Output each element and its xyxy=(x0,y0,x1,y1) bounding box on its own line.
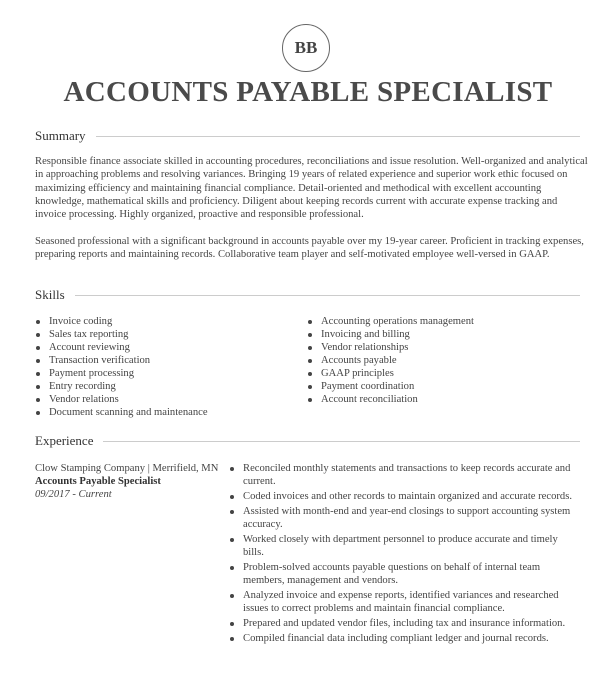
job-role: Accounts Payable Specialist xyxy=(35,476,161,487)
list-item: Coded invoices and other records to maintain organized and accurate records. xyxy=(229,490,579,503)
divider xyxy=(75,295,580,296)
divider xyxy=(103,441,580,442)
initials-monogram xyxy=(282,24,330,72)
list-item: Assisted with month-end and year-end closings to support accounting system accuracy. xyxy=(229,505,579,531)
list-item: Account reviewing xyxy=(35,341,307,354)
section-heading: Summary xyxy=(35,128,86,143)
list-item: Document scanning and maintenance xyxy=(35,406,307,419)
section-heading: Experience xyxy=(35,433,94,448)
section-experience-header xyxy=(35,433,580,449)
list-item: Problem-solved accounts payable questions on behalf of internal team members, management and vendors. xyxy=(229,561,579,587)
list-item: Prepared and updated vendor files, including tax and insurance information. xyxy=(229,617,579,630)
skills-column-right xyxy=(307,315,579,419)
list-item: Invoice coding xyxy=(35,315,307,328)
job-info xyxy=(35,462,220,501)
list-item: Vendor relations xyxy=(35,393,307,406)
list-item: Analyzed invoice and expense reports, identified variances and researched issues to correct problems and maintain financial compliance. xyxy=(229,589,579,615)
list-item: Reconciled monthly statements and transactions to keep records accurate and current. xyxy=(229,462,579,488)
list-item: Entry recording xyxy=(35,380,307,393)
job-dates: 09/2017 - Current xyxy=(35,489,112,500)
list-item: GAAP principles xyxy=(307,367,579,380)
list-item: Invoicing and billing xyxy=(307,328,579,341)
list-item: Payment processing xyxy=(35,367,307,380)
list-item: Accounting operations management xyxy=(307,315,579,328)
skills-column-left xyxy=(35,315,307,419)
list-item: Transaction verification xyxy=(35,354,307,367)
list-item: Accounts payable xyxy=(307,354,579,367)
section-summary-header xyxy=(35,128,580,144)
divider xyxy=(96,136,580,137)
summary-paragraph: Responsible finance associate skilled in accounting procedures, reconciliations and issue resolution. Well-organized and analytical in approaching problems and resolving variances. Bringing 19 years of related experience and superior work ethic focused on maximizing efficiency and maintaining financial compliance. Detail-oriented and methodical with excellent accounting knowledge, mathematical skills and proficiency. Diligent about keeping records current with accurate expense tracking and invoice processing. Highly organized, proactive and responsible professional. xyxy=(35,156,588,221)
list-item: Compiled financial data including compliant ledger and journal records. xyxy=(229,632,579,645)
section-heading: Skills xyxy=(35,287,65,302)
summary-paragraph: Seasoned professional with a significant background in accounts payable over my 19-year career. Proficient in tracking expenses, preparing reports and maintaining records. Collaborative team player and self-motivated employee well-versed in GAAP. xyxy=(35,236,584,261)
job-company: Clow Stamping Company | Merrifield, MN xyxy=(35,463,219,474)
skills-list xyxy=(35,315,585,419)
section-skills-header xyxy=(35,287,580,303)
initials: BB xyxy=(294,38,318,57)
job-bullets xyxy=(229,462,579,647)
list-item: Vendor relationships xyxy=(307,341,579,354)
list-item: Payment coordination xyxy=(307,380,579,393)
list-item: Worked closely with department personnel to produce accurate and timely bills. xyxy=(229,533,579,559)
page-title: ACCOUNTS PAYABLE SPECIALIST xyxy=(63,76,553,108)
list-item: Sales tax reporting xyxy=(35,328,307,341)
list-item: Account reconciliation xyxy=(307,393,579,406)
